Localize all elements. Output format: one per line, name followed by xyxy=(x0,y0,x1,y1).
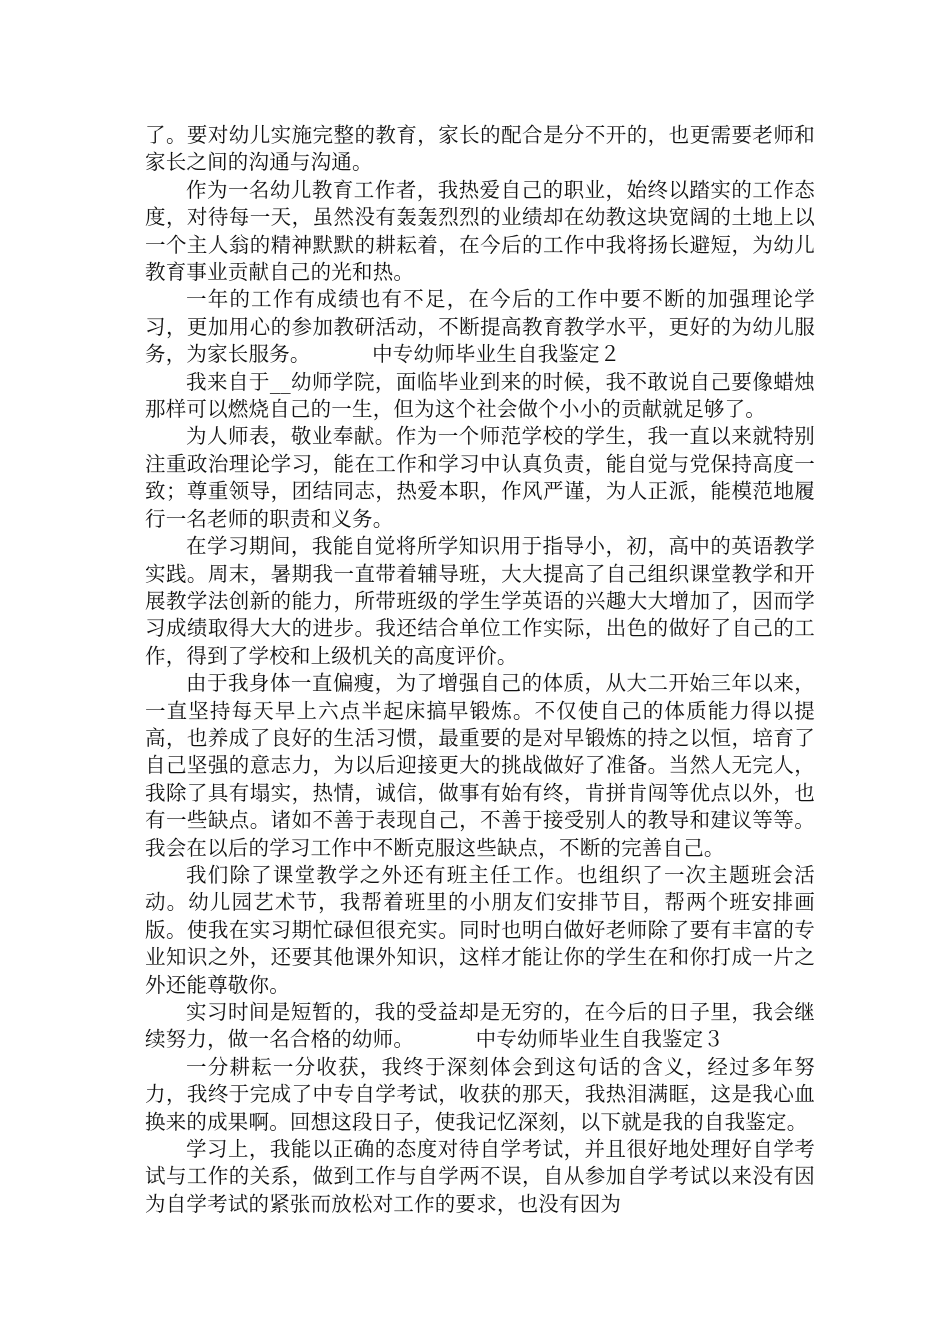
paragraph-8 xyxy=(145,862,815,999)
paragraph-text: 由于我身体一直偏瘦，为了增强自己的体质，从大二开始三年以来，一直坚持每天早上六点半起床搞早锻炼。不仅使自己的体质能力得以提高，也养成了良好的生活习惯，最重要的是对早锻炼的持之以恒，培育了自己坚强的意志力，为以后迎接更大的挑战做好了准备。当然人无完人，我除了具有塌实，热情，诚信，做事有始有终，肯拼肯闯等优点以外，也有一些缺点。诸如不善于表现自己，不善于接受别人的教导和建议等等。我会在以后的学习工作中不断克服这些缺点，不断的完善自己。 xyxy=(145,671,815,860)
paragraph-text: 学习上，我能以正确的态度对待自学考试，并且很好地处理好自学考试与工作的关系，做到工作与自学两不误，自从参加自学考试以来没有因为自学考试的紧张而放松对工作的要求，也没有因为 xyxy=(145,1137,815,1216)
paragraph-text: 在学习期间，我能自觉将所学知识用于指导小，初，高中的英语教学实践。周末，暑期我一直带着辅导班，大大提高了自己组织课堂教学和开展教学法创新的能力，所带班级的学生学英语的兴趣大大增加了，因而学习成绩取得大大的进步。我还结合单位工作实际，出色的做好了自己的工作，得到了学校和上级机关的高度评价。 xyxy=(145,534,815,668)
paragraph-text: 我们除了课堂教学之外还有班主任工作。也组织了一次主题班会活动。幼儿园艺术节，我帮着班里的小朋友们安排节目，帮两个班安排画版。使我在实习期忙碌但很充实。同时也明白做好老师除了要有丰富的专业知识之外，还要其他课外知识，这样才能让你的学生在和你打成一片之外还能尊敬你。 xyxy=(145,862,815,997)
section-heading-2: 中专幼师毕业生自我鉴定２ xyxy=(372,342,621,367)
paragraph-text: 作为一名幼儿教育工作者，我热爱自己的职业，始终以踏实的工作态度，对待每一天，虽然没有轰轰烈烈的业绩却在幼教这块宽阔的土地上以一个主人翁的精神默默的耕耘着，在今后的工作中我将扬长避短，为幼儿教育事业贡献自己的光和热。 xyxy=(145,177,815,285)
paragraph-5 xyxy=(145,423,815,533)
paragraph-text: 一分耕耘一分收获，我终于深刻体会到这句话的含义，经过多年努力，我终于完成了中专自学考试，收获的那天，我热泪满眶，这是我心血换来的成果啊。回想这段日子，使我记忆深刻，以下就是我的自我鉴定。 xyxy=(145,1054,815,1134)
paragraph-text: 我来自于__幼师学院，面临毕业到来的时候，我不敢说自己要像蜡烛那样可以燃烧自己的一生，但为这个社会做个小小的贡献就足够了。 xyxy=(145,369,815,422)
paragraph-text: 了。要对幼儿实施完整的教育，家长的配合是分不开的，也更需要老师和家长之间的沟通与沟通。 xyxy=(145,123,815,175)
paragraph-6 xyxy=(145,533,815,670)
paragraph-text: 实习时间是短暂的，我的受益却是无穷的，在今后的日子里，我会继续努力，做一名合格的幼师。 xyxy=(145,1000,815,1052)
paragraph-text: 一年的工作有成绩也有不足，在今后的工作中要不断的加强理论学习，更加用心的参加教研活动，不断提高教育教学水平，更好的为幼儿服务，为家长服务。 xyxy=(145,287,815,367)
document-body xyxy=(145,122,815,1218)
section-heading-3: 中专幼师毕业生自我鉴定３ xyxy=(475,1027,725,1052)
paragraph-4 xyxy=(145,369,815,424)
paragraph-9 xyxy=(145,999,815,1054)
paragraph-2 xyxy=(145,177,815,287)
paragraph-11 xyxy=(145,1136,815,1218)
paragraph-3 xyxy=(145,286,815,368)
paragraph-7 xyxy=(145,670,815,862)
paragraph-1 xyxy=(145,122,815,177)
paragraph-text: 为人师表，敬业奉献。作为一个师范学校的学生，我一直以来就特别注重政治理论学习，能在工作和学习中认真负责，能自觉与党保持高度一致；尊重领导，团结同志，热爱本职，作风严谨，为人正派，能模范地履行一名老师的职责和义务。 xyxy=(145,424,815,531)
paragraph-10 xyxy=(145,1054,815,1136)
